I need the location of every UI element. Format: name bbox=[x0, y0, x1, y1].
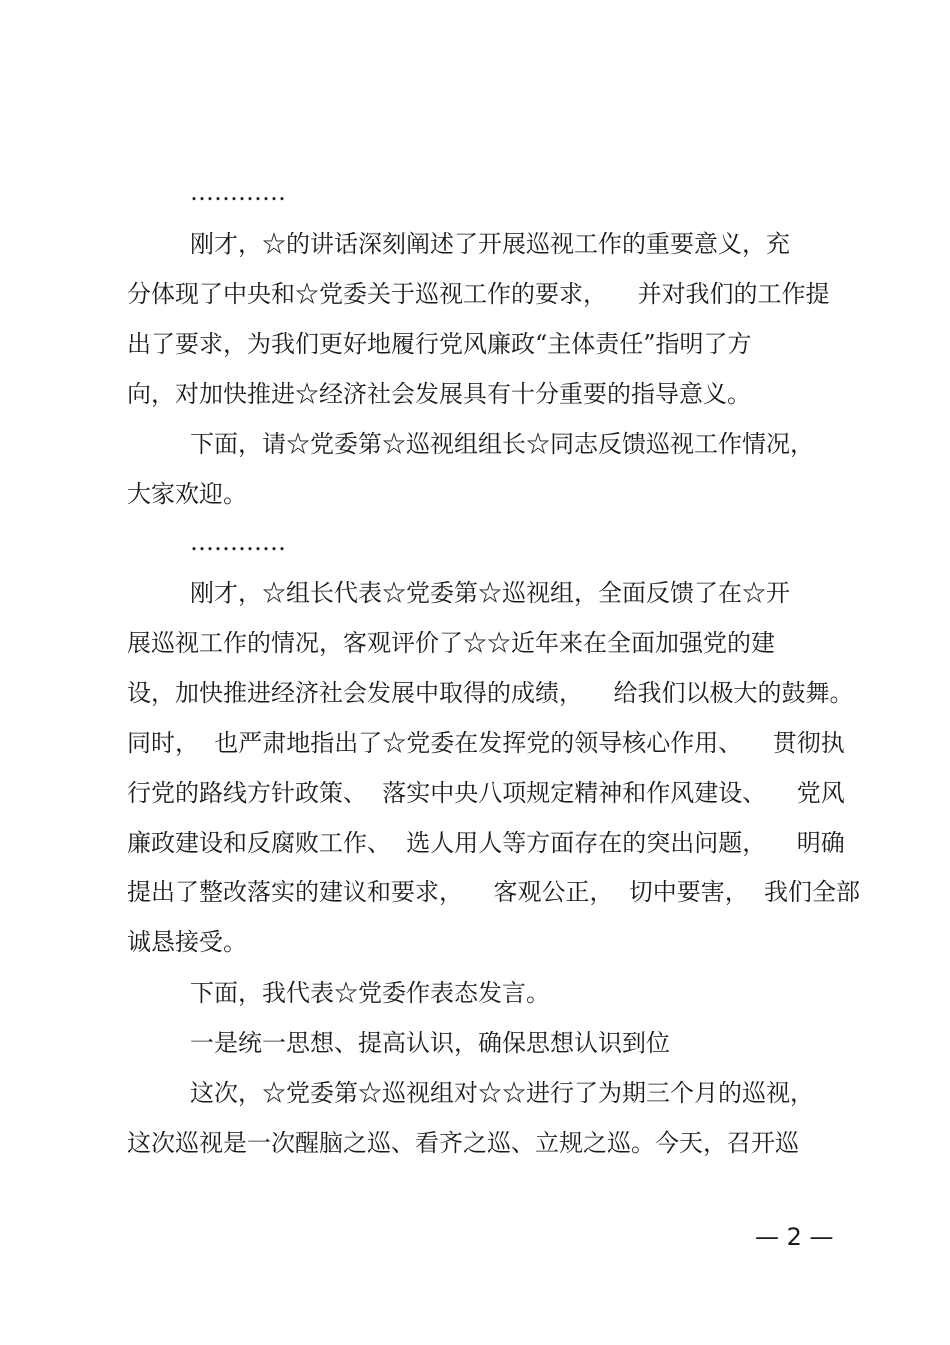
text-line: 展巡视工作的情况，客观评价了☆☆近年来在全面加强党的建 bbox=[127, 629, 775, 657]
text-line: 行党的路线方针政策、 落实中央八项规定精神和作风建设、 党风 bbox=[127, 779, 845, 807]
text-line: 刚才，☆组长代表☆党委第☆巡视组，全面反馈了在☆开 bbox=[190, 579, 790, 607]
text-line: 分体现了中央和☆党委关于巡视工作的要求， 并对我们的工作提 bbox=[127, 280, 830, 308]
text-line: 出了要求，为我们更好地履行党风廉政“主体责任”指明了方 bbox=[127, 330, 752, 358]
text-line: 下面，请☆党委第☆巡视组组长☆同志反馈巡视工作情况， bbox=[190, 430, 814, 458]
text-line: 这次巡视是一次醒脑之巡、看齐之巡、立规之巡。今天，召开巡 bbox=[127, 1129, 799, 1157]
page-number: — 2 — bbox=[755, 1223, 834, 1251]
text-line: 同时， 也严肃地指出了☆党委在发挥党的领导核心作用、 贯彻执 bbox=[127, 729, 845, 757]
text-line: 刚才，☆的讲话深刻阐述了开展巡视工作的重要意义，充 bbox=[190, 230, 790, 258]
text-line: ………… bbox=[190, 178, 286, 206]
section-heading: 一是统一思想、提高认识，确保思想认识到位 bbox=[190, 1029, 670, 1057]
text-line: 下面，我代表☆党委作表态发言。 bbox=[190, 979, 550, 1007]
text-line: ………… bbox=[190, 528, 286, 556]
text-line: 设，加快推进经济社会发展中取得的成绩， 给我们以极大的鼓舞。 bbox=[127, 679, 854, 707]
text-line: 诚恳接受。 bbox=[127, 928, 247, 956]
text-line: 提出了整改落实的建议和要求， 客观公正， 切中要害， 我们全部 bbox=[127, 878, 861, 906]
text-line: 向，对加快推进☆经济社会发展具有十分重要的指导意义。 bbox=[127, 380, 751, 408]
text-line: 廉政建设和反腐败工作、 选人用人等方面存在的突出问题， 明确 bbox=[127, 829, 845, 857]
text-line: 大家欢迎。 bbox=[127, 480, 247, 508]
text-line: 这次，☆党委第☆巡视组对☆☆进行了为期三个月的巡视， bbox=[190, 1079, 814, 1107]
